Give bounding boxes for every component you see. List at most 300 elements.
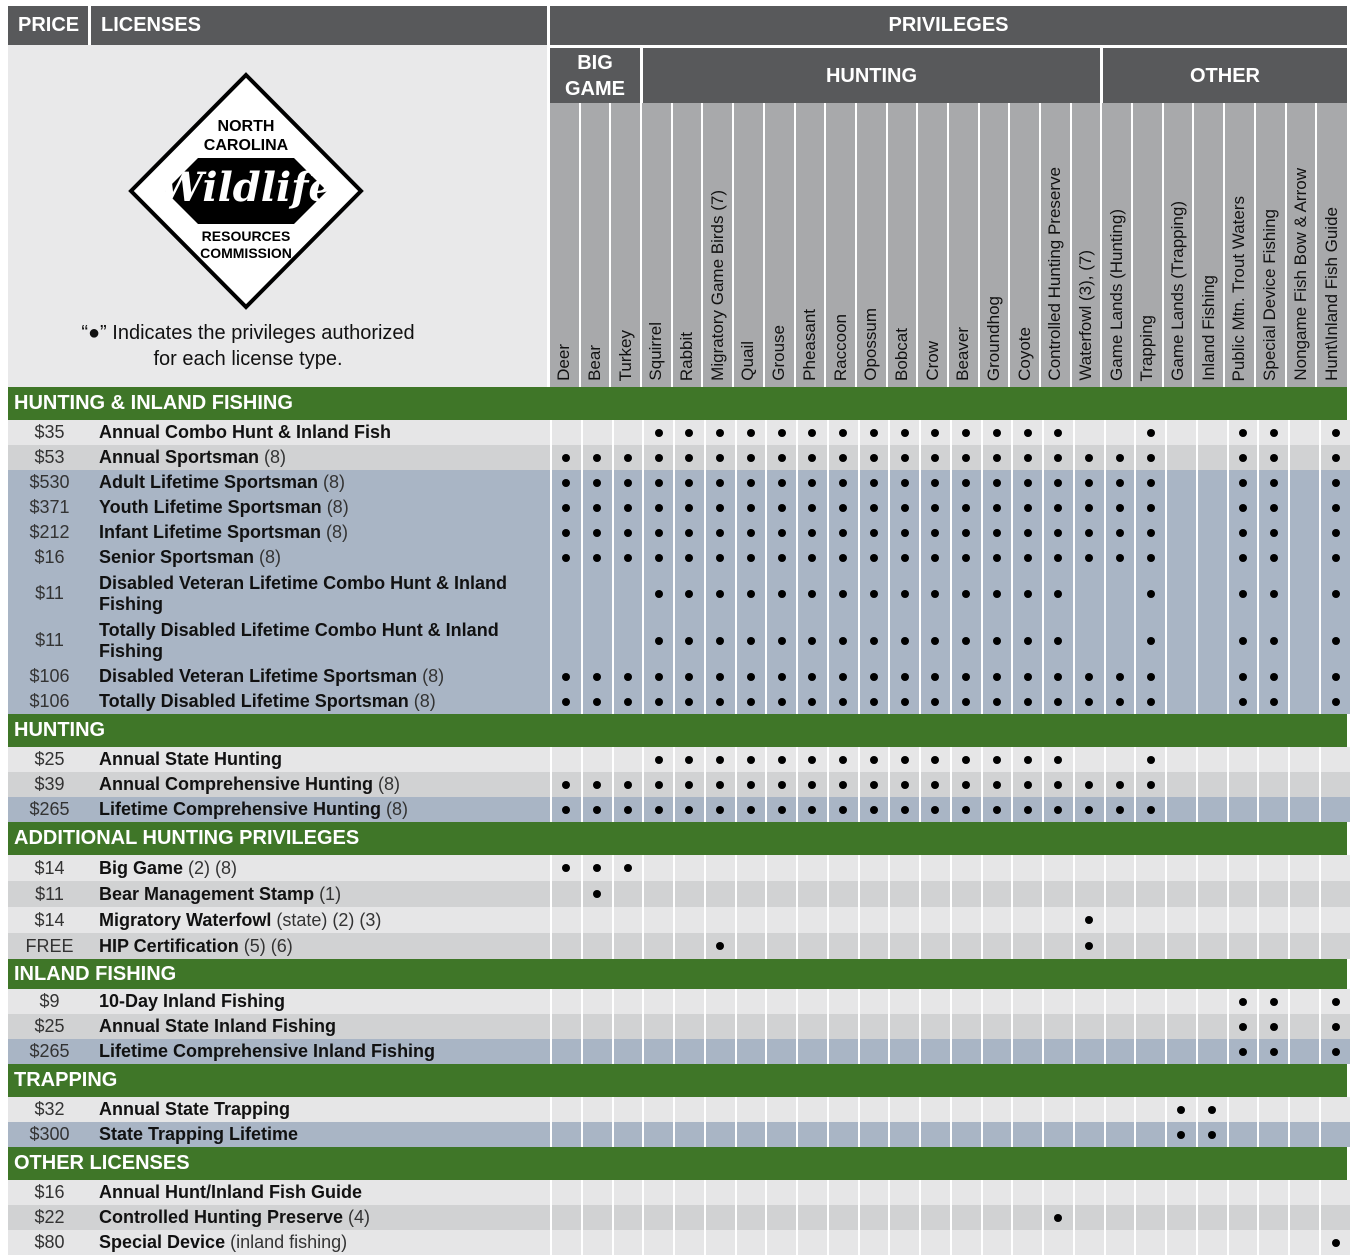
privilege-dot <box>870 637 878 645</box>
privilege-dot <box>962 806 970 814</box>
privilege-cell <box>765 689 796 714</box>
privilege-cell <box>888 1180 919 1205</box>
privilege-cell <box>581 1097 612 1122</box>
privilege-cell <box>919 1097 950 1122</box>
privilege-cell <box>735 689 766 714</box>
privilege-cell <box>1073 747 1104 772</box>
privilege-cell <box>1319 881 1351 907</box>
privilege-cell <box>919 1039 950 1064</box>
license-name-cell <box>91 1097 550 1122</box>
column-header-label: Beaver <box>953 327 973 381</box>
license-name: Youth Lifetime Sportsman <box>99 497 322 517</box>
privilege-cell <box>858 907 889 933</box>
column-header <box>763 103 794 387</box>
privilege-cell <box>1134 689 1165 714</box>
privilege-cell <box>858 1097 889 1122</box>
privilege-cell <box>827 1014 858 1039</box>
privilege-cell <box>981 1180 1012 1205</box>
privilege-cell <box>796 933 827 959</box>
privilege-cell <box>1042 664 1073 689</box>
privilege-dot <box>655 590 663 598</box>
privilege-cell <box>765 1205 796 1230</box>
privilege-cell <box>642 1097 673 1122</box>
privilege-dot <box>778 756 786 764</box>
privilege-dot <box>685 806 693 814</box>
privilege-cell <box>1288 772 1319 797</box>
logo-script-wildlife: Wildlife <box>158 164 334 211</box>
privilege-cell <box>581 520 612 545</box>
privilege-cell <box>1257 881 1288 907</box>
privilege-cell <box>673 495 704 520</box>
privilege-cell <box>550 664 581 689</box>
privilege-dot <box>931 781 939 789</box>
privilege-cell <box>581 1122 612 1147</box>
privilege-cell <box>1288 1097 1319 1122</box>
privilege-cell <box>1073 1205 1104 1230</box>
privilege-cell <box>1319 664 1351 689</box>
privilege-cell <box>1011 989 1042 1014</box>
privilege-cell <box>1196 1180 1227 1205</box>
privilege-cell <box>765 445 796 470</box>
privilege-dot <box>747 479 755 487</box>
privilege-cell <box>642 445 673 470</box>
privilege-cell <box>1073 689 1104 714</box>
privilege-cell <box>1134 1205 1165 1230</box>
privilege-cell <box>858 470 889 495</box>
privilege-cell <box>1257 933 1288 959</box>
privilege-cell <box>642 495 673 520</box>
privilege-cell <box>950 617 981 664</box>
privilege-cell <box>581 1205 612 1230</box>
privilege-cell <box>827 881 858 907</box>
privilege-dot <box>839 504 847 512</box>
privilege-cell <box>1011 1097 1042 1122</box>
privilege-dot <box>1147 454 1155 462</box>
privilege-dot <box>1332 637 1340 645</box>
privilege-cell <box>1073 420 1104 445</box>
privilege-cell <box>1042 570 1073 617</box>
privilege-cell <box>612 881 643 907</box>
price-cell: $371 <box>8 495 91 520</box>
privilege-dot <box>901 479 909 487</box>
privilege-cell <box>581 989 612 1014</box>
privilege-dot <box>1239 554 1247 562</box>
privilege-cell <box>1196 1230 1227 1255</box>
privilege-dot <box>901 454 909 462</box>
privilege-cell <box>704 495 735 520</box>
privilege-cell <box>1319 747 1351 772</box>
privilege-dot <box>747 673 755 681</box>
privilege-cell <box>981 1014 1012 1039</box>
license-table <box>8 387 1347 1255</box>
privilege-cell <box>888 545 919 570</box>
privilege-cell <box>796 1180 827 1205</box>
privilege-cell <box>1104 989 1135 1014</box>
privilege-cell <box>612 797 643 822</box>
column-header <box>916 103 947 387</box>
section-header: HUNTING <box>8 714 1347 747</box>
privilege-cell <box>950 1014 981 1039</box>
privilege-cell <box>1288 545 1319 570</box>
privilege-dot <box>1147 529 1155 537</box>
privilege-cell <box>612 1039 643 1064</box>
privilege-dot <box>685 429 693 437</box>
privilege-cell <box>858 1180 889 1205</box>
license-name: Lifetime Comprehensive Inland Fishing <box>99 1041 436 1061</box>
privilege-cell <box>642 933 673 959</box>
privilege-cell <box>858 420 889 445</box>
privilege-dot <box>1147 637 1155 645</box>
price-cell: $80 <box>8 1230 91 1255</box>
privilege-cell <box>704 570 735 617</box>
privilege-cell <box>1196 545 1227 570</box>
license-name: Controlled Hunting Preserve <box>99 1207 344 1227</box>
privilege-cell <box>612 545 643 570</box>
privilege-cell <box>796 664 827 689</box>
privilege-dot <box>870 756 878 764</box>
column-header-label: Waterfowl (3), (7) <box>1076 250 1096 381</box>
privilege-dot <box>747 504 755 512</box>
privilege-cell <box>642 881 673 907</box>
privilege-dot <box>685 673 693 681</box>
privilege-cell <box>1104 520 1135 545</box>
privilege-cell <box>950 772 981 797</box>
privilege-cell <box>1288 470 1319 495</box>
privilege-cell <box>704 797 735 822</box>
privilege-cell <box>673 445 704 470</box>
license-name-cell <box>91 1122 550 1147</box>
privilege-cell <box>1165 495 1196 520</box>
column-header <box>732 103 763 387</box>
privilege-dot <box>1332 529 1340 537</box>
privilege-dot <box>993 479 1001 487</box>
column-header-label: Controlled Hunting Preserve <box>1045 167 1065 381</box>
privilege-cell <box>642 855 673 881</box>
privilege-dot <box>901 698 909 706</box>
privilege-dot <box>962 529 970 537</box>
privilege-cell <box>612 1122 643 1147</box>
privilege-cell <box>1196 907 1227 933</box>
privilege-cell <box>1196 772 1227 797</box>
column-header <box>1100 103 1131 387</box>
privilege-cell <box>1227 747 1258 772</box>
privilege-dot <box>993 590 1001 598</box>
privilege-cell <box>765 1097 796 1122</box>
privilege-cell <box>581 664 612 689</box>
group-other-header: OTHER <box>1103 48 1347 103</box>
privilege-dot <box>593 781 601 789</box>
privilege-dot <box>993 637 1001 645</box>
privilege-cell <box>1227 881 1258 907</box>
privilege-cell <box>704 933 735 959</box>
privilege-dot <box>1054 1214 1062 1222</box>
privilege-cell <box>919 545 950 570</box>
privilege-dot <box>1116 529 1124 537</box>
privilege-dot <box>1332 554 1340 562</box>
privilege-dot <box>808 756 816 764</box>
license-name-cell <box>91 495 550 520</box>
privilege-dot <box>808 479 816 487</box>
license-footnote: (inland fishing) <box>225 1232 348 1252</box>
privilege-dot <box>1024 590 1032 598</box>
column-header-label: Crow <box>922 341 942 381</box>
privilege-cell <box>1073 570 1104 617</box>
privilege-cell <box>1227 1014 1258 1039</box>
privilege-dot <box>562 454 570 462</box>
privilege-cell <box>950 520 981 545</box>
privilege-dot <box>716 673 724 681</box>
privilege-dot <box>1147 554 1155 562</box>
privilege-cell <box>981 933 1012 959</box>
privilege-cell <box>1134 545 1165 570</box>
privilege-cell <box>1011 445 1042 470</box>
license-footnote: (1) <box>314 883 342 904</box>
privilege-cell <box>1227 495 1258 520</box>
license-footnote: (8) <box>321 522 349 542</box>
privilege-cell <box>1104 445 1135 470</box>
privilege-dot <box>1332 1239 1340 1247</box>
privilege-cell <box>1134 617 1165 664</box>
privilege-cell <box>673 747 704 772</box>
privilege-cell <box>550 1230 581 1255</box>
column-header <box>1223 103 1254 387</box>
privilege-cell <box>888 420 919 445</box>
privilege-cell <box>1319 1205 1351 1230</box>
privilege-dot <box>716 637 724 645</box>
privilege-dot <box>901 806 909 814</box>
privilege-cell <box>704 617 735 664</box>
privilege-dot <box>962 554 970 562</box>
privilege-cell <box>1073 1097 1104 1122</box>
privilege-cell <box>550 520 581 545</box>
privilege-dot <box>1054 479 1062 487</box>
privilege-dot <box>1208 1131 1216 1139</box>
privilege-cell <box>1288 855 1319 881</box>
column-header <box>1192 103 1223 387</box>
logo-line-carolina: CAROLINA <box>203 137 289 154</box>
privilege-cell <box>1196 933 1227 959</box>
privilege-dot <box>993 673 1001 681</box>
section-header: ADDITIONAL HUNTING PRIVILEGES <box>8 822 1347 855</box>
privilege-cell <box>1165 664 1196 689</box>
privilege-cell <box>1104 689 1135 714</box>
privilege-cell <box>950 1039 981 1064</box>
privilege-cell <box>1073 1180 1104 1205</box>
privilege-cell <box>581 881 612 907</box>
logo-line-commission: COMMISSION <box>200 245 292 261</box>
privilege-cell <box>888 689 919 714</box>
privilege-cell <box>1042 689 1073 714</box>
privilege-dot <box>1085 806 1093 814</box>
privilege-cell <box>919 495 950 520</box>
privilege-cell <box>1257 570 1288 617</box>
privilege-cell <box>765 664 796 689</box>
privilege-cell <box>1257 1230 1288 1255</box>
privilege-cell <box>1134 933 1165 959</box>
price-cell: $53 <box>8 445 91 470</box>
privilege-cell <box>735 772 766 797</box>
privilege-cell <box>981 747 1012 772</box>
license-footnote: (8) <box>259 447 287 467</box>
privilege-cell <box>1073 445 1104 470</box>
privilege-dot <box>655 781 663 789</box>
privilege-cell <box>1257 1097 1288 1122</box>
privilege-cell <box>1073 1230 1104 1255</box>
privilege-cell <box>1196 664 1227 689</box>
privilege-cell <box>550 797 581 822</box>
privilege-dot <box>1054 429 1062 437</box>
price-cell: $212 <box>8 520 91 545</box>
privilege-cell <box>642 520 673 545</box>
privilege-dot <box>1270 554 1278 562</box>
privilege-dot <box>993 756 1001 764</box>
column-header-label: Squirrel <box>646 322 666 381</box>
privilege-dot <box>931 529 939 537</box>
privilege-dot <box>1024 781 1032 789</box>
privilege-dot <box>685 479 693 487</box>
privilege-cell <box>1288 445 1319 470</box>
privilege-dot <box>685 454 693 462</box>
privilege-cell <box>1134 772 1165 797</box>
table-row <box>8 933 1347 959</box>
privilege-dot <box>1239 1023 1247 1031</box>
privilege-dot <box>1147 504 1155 512</box>
privilege-cell <box>765 520 796 545</box>
privilege-cell <box>827 1122 858 1147</box>
privilege-cell <box>1257 907 1288 933</box>
privilege-dot <box>808 554 816 562</box>
price-cell: $11 <box>8 881 91 907</box>
table-row <box>8 747 1347 772</box>
privilege-cell <box>1073 881 1104 907</box>
privilege-dot <box>778 504 786 512</box>
privilege-cell <box>1134 420 1165 445</box>
privilege-cell <box>827 797 858 822</box>
privilege-dot <box>808 429 816 437</box>
license-name: Disabled Veteran Lifetime Combo Hunt & Inland Fishing <box>99 572 508 614</box>
column-header-label: Migratory Game Birds (7) <box>707 190 727 381</box>
privilege-cell <box>550 855 581 881</box>
privilege-dot <box>1270 429 1278 437</box>
privilege-cell <box>704 1014 735 1039</box>
privilege-cell <box>1042 1014 1073 1039</box>
privilege-cell <box>1227 664 1258 689</box>
group-hunting-header: HUNTING <box>643 48 1100 103</box>
license-name-cell <box>91 1205 550 1230</box>
privilege-dot <box>593 454 601 462</box>
price-cell: $22 <box>8 1205 91 1230</box>
privilege-cell <box>550 1097 581 1122</box>
privilege-cell <box>581 495 612 520</box>
privilege-cell <box>1165 617 1196 664</box>
privilege-cell <box>704 445 735 470</box>
privilege-cell <box>796 617 827 664</box>
privilege-cell <box>673 907 704 933</box>
privilege-cell <box>888 1039 919 1064</box>
legend-line-1: “●” Indicates the privileges authorized <box>81 322 415 344</box>
privilege-cell <box>1104 420 1135 445</box>
privilege-cell <box>827 989 858 1014</box>
privilege-cell <box>1104 1180 1135 1205</box>
table-row <box>8 989 1347 1014</box>
privilege-cell <box>1257 617 1288 664</box>
section-header: TRAPPING <box>8 1064 1347 1097</box>
privilege-cell <box>550 933 581 959</box>
privilege-cell <box>612 470 643 495</box>
privilege-cell <box>981 520 1012 545</box>
privilege-cell <box>919 989 950 1014</box>
privilege-cell <box>1257 545 1288 570</box>
privilege-cell <box>1227 855 1258 881</box>
table-row <box>8 545 1347 570</box>
privilege-cell <box>673 689 704 714</box>
privilege-dot <box>1332 454 1340 462</box>
privilege-cell <box>1196 881 1227 907</box>
privilege-cell <box>1227 1039 1258 1064</box>
privilege-dot <box>962 590 970 598</box>
privilege-dot <box>747 781 755 789</box>
privilege-cell <box>888 664 919 689</box>
privilege-cell <box>1165 520 1196 545</box>
privilege-dot <box>778 637 786 645</box>
column-header <box>794 103 825 387</box>
privilege-cell <box>581 445 612 470</box>
privilege-dot <box>747 637 755 645</box>
privilege-cell <box>1319 1014 1351 1039</box>
privilege-dot <box>901 554 909 562</box>
license-name-cell <box>91 664 550 689</box>
license-footnote: (8) <box>417 666 445 686</box>
privilege-dot <box>1116 479 1124 487</box>
privilege-cell <box>1042 1205 1073 1230</box>
privilege-dot <box>778 529 786 537</box>
privilege-cell <box>612 1205 643 1230</box>
privilege-dot <box>993 429 1001 437</box>
license-name-cell <box>91 1180 550 1205</box>
privilege-dot <box>839 590 847 598</box>
privilege-cell <box>612 989 643 1014</box>
privilege-cell <box>581 617 612 664</box>
privilege-dot <box>931 673 939 681</box>
column-header-label: Inland Fishing <box>1198 275 1218 381</box>
license-name: State Trapping Lifetime <box>99 1124 299 1144</box>
column-header-label: Turkey <box>615 329 635 381</box>
privilege-dot <box>870 673 878 681</box>
privilege-cell <box>673 570 704 617</box>
privilege-cell <box>1011 747 1042 772</box>
privilege-cell <box>1011 881 1042 907</box>
privilege-cell <box>642 1014 673 1039</box>
license-name: Disabled Veteran Lifetime Sportsman <box>99 666 418 686</box>
license-name-cell <box>91 797 550 822</box>
privilege-cell <box>950 933 981 959</box>
column-header <box>886 103 917 387</box>
privilege-dot <box>778 454 786 462</box>
table-row <box>8 664 1347 689</box>
privilege-cell <box>673 520 704 545</box>
privilege-dot <box>1054 637 1062 645</box>
privilege-cell <box>1196 470 1227 495</box>
privilege-cell <box>1042 855 1073 881</box>
privilege-dot <box>655 479 663 487</box>
license-name-cell <box>91 689 550 714</box>
privilege-cell <box>827 520 858 545</box>
price-cell: $14 <box>8 855 91 881</box>
privilege-cell <box>735 420 766 445</box>
privilege-dot <box>839 454 847 462</box>
privilege-dot <box>1239 698 1247 706</box>
privilege-cell <box>1165 1122 1196 1147</box>
